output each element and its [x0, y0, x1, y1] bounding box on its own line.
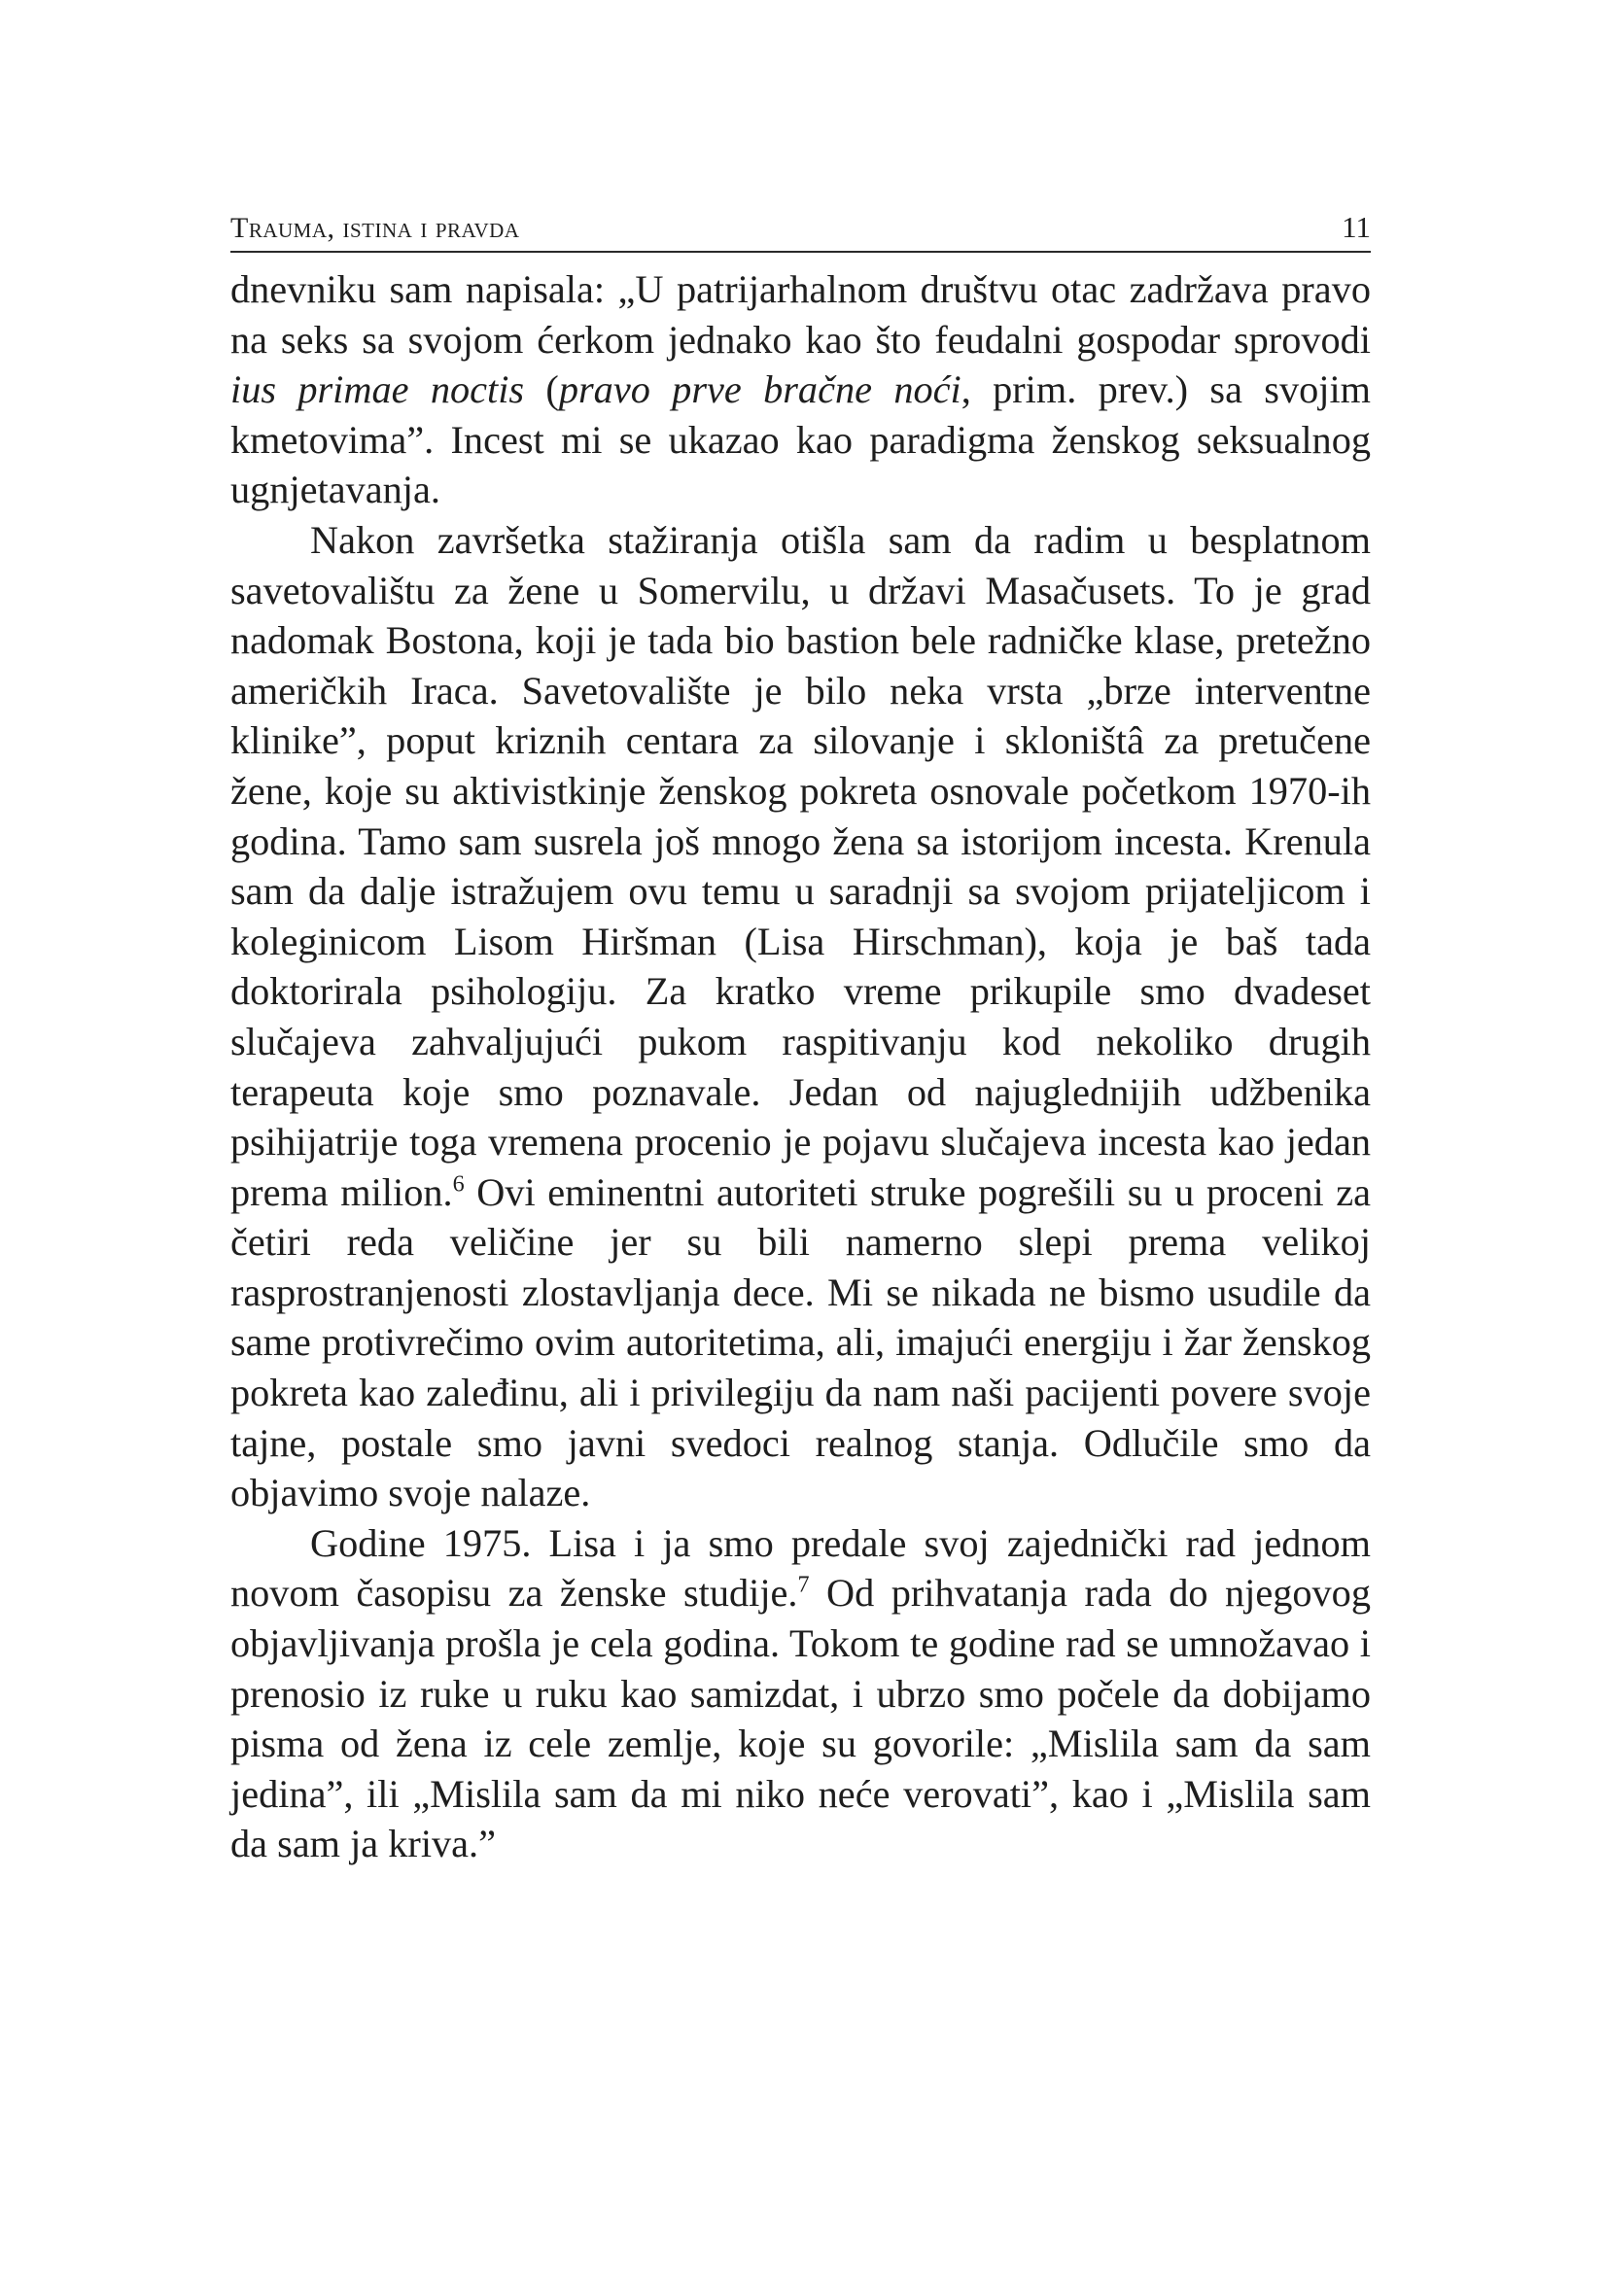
running-head: [230, 206, 1371, 253]
footnote-marker: 7: [797, 1572, 810, 1599]
page-number: 11: [1342, 210, 1371, 244]
body-text: [230, 264, 1371, 1869]
italic-segment: ius primae noctis: [230, 367, 525, 412]
running-head-title: Trauma, istina i pravda: [230, 212, 520, 244]
text-segment: , prim. prev.) sa svojim kmetovima”. Incest mi se ukazao kao paradigma ženskog seksualnog ugnjetavanja.: [230, 367, 1371, 512]
paragraph-continued: [230, 264, 1371, 515]
italic-segment: pravo prve bračne noći: [558, 367, 961, 412]
text-segment: (: [524, 367, 559, 412]
text-segment: Nakon završetka stažiranja otišla sam da radim u besplatnom savetovalištu za žene u Somervilu, u državi Masačusets. To je grad nadomak Bostona, koji je tada bio bastion bele radničke klase, pretežno američkih Iraca. Savetovalište je bilo neka vrsta „brze interventne klinike”, poput kriznih centara za silovanje i skloništâ za pretučene žene, koje su aktivistkinje ženskog pokreta osnovale početkom 1970-ih godina. Tamo sam susrela još mnogo žena sa istorijom incesta. Krenula sam da dalje istražujem ovu temu u saradnji sa svojom prijateljicom i koleginicom Lisom Hiršman (Lisa Hirschman), koja je baš tada doktorirala psihologiju. Za kratko vreme prikupile smo dvadeset slučajeva zahvaljujući pukom raspitivanju kod nekoliko drugih terapeuta koje smo poznavale. Jedan od najuglednijih udžbenika psihijatrije toga vremena procenio je pojavu slučajeva incesta kao jedan prema milion.: [230, 517, 1371, 1214]
paragraph: [230, 515, 1371, 1518]
footnote-marker: 6: [452, 1170, 465, 1198]
text-segment: Ovi eminentni autoriteti struke pogrešili su u proceni za četiri reda veličine jer su bili namerno slepi prema velikoj rasprostranjenosti zlostavljanja dece. Mi se nikada ne bismo usudile da same protivrečimo ovim autoritetima, ali, imajući energiju i žar ženskog pokreta kao zaleđinu, ali i privilegiju da nam naši pacijenti povere svoje tajne, postale smo javni svedoci realnog stanja. Odlučile smo da objavimo svoje nalaze.: [230, 1169, 1372, 1515]
text-segment: dnevniku sam napisala: „U patrijarhalnom društvu otac zadržava pravo na seks sa svojom ćerkom jednako kao što feudalni gospodar sprovodi: [230, 267, 1371, 362]
text-segment: Godine 1975. Lisa i ja smo predale svoj zajednički rad jednom novom časopisu za ženske studije.: [230, 1520, 1371, 1616]
text-segment: Od prihvatanja rada do njegovog objavljivanja prošla je cela godina. Tokom te godine rad se umnožavao i prenosio iz ruke u ruku kao samizdat, i ubrzo smo počele da dobijamo pisma od žena iz cele zemlje, koje su govorile: „Mislila sam da sam jedina”, ili „Mislila sam da mi niko neće verovati”, kao i „Mislila sam da sam ja kriva.”: [230, 1571, 1371, 1866]
paragraph: [230, 1518, 1371, 1869]
